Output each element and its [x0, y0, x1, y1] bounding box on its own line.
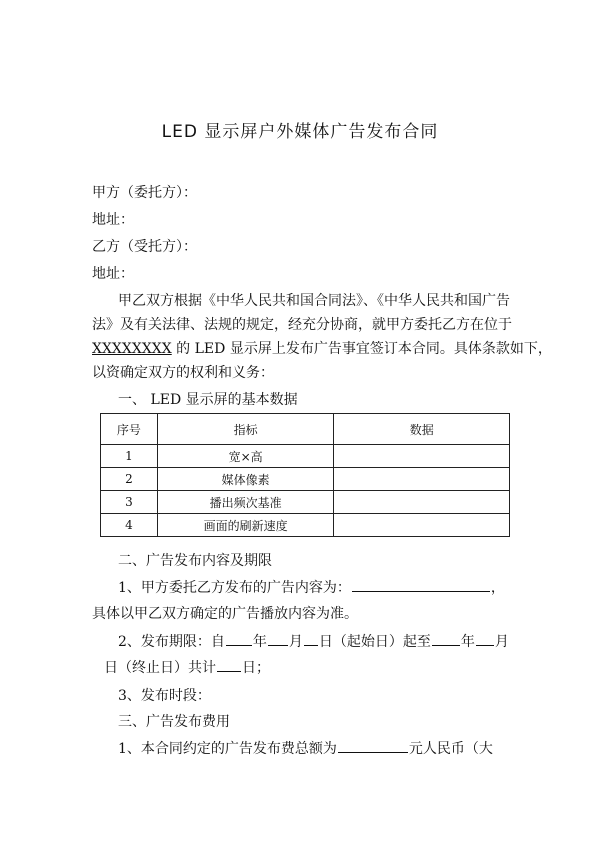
row-no: 2 [101, 468, 158, 491]
intro-line-1: 甲乙双方根据《中华人民共和国合同法》、《中华人民共和国广告 [118, 293, 510, 309]
end-year-blank [432, 631, 460, 646]
led-spec-table [100, 413, 510, 537]
row-data [334, 491, 510, 514]
party-b-label: 乙方（受托方）： [92, 239, 197, 255]
intro-line-3-text: 的 LED 显示屏上发布广告事宜签订本合同。具体条款如下， [171, 341, 552, 357]
party-a-address-label: 地址： [92, 212, 134, 228]
clause-2-1-line-1 [118, 577, 505, 597]
end-day-label: 日（终止日）共计 [104, 660, 216, 676]
fee-currency-label: 元人民币（大 [408, 741, 493, 757]
intro-line-3 [92, 338, 552, 358]
clause-2-2-line-1 [118, 631, 509, 651]
start-year-blank [226, 631, 252, 646]
start-month-label: 月 [288, 634, 303, 650]
clause-2-2-line-2 [104, 657, 270, 677]
fee-total-label: 1、本合同约定的广告发布费总额为 [118, 741, 337, 757]
total-days-blank [217, 657, 241, 672]
row-item: 播出频次基准 [157, 491, 334, 514]
clause-2-1-line-2: 具体以甲乙双方确定的广告播放内容为准。 [92, 606, 358, 622]
section-2-heading: 二、广告发布内容及期限 [118, 553, 272, 569]
row-data [334, 445, 510, 468]
section-3-heading: 三、广告发布费用 [118, 714, 230, 730]
clause-2-1-comma: ， [490, 580, 505, 596]
period-from-label: 2、发布期限：自 [118, 634, 225, 650]
fee-amount-blank [338, 738, 408, 753]
total-days-label: 日； [242, 660, 270, 676]
row-no: 4 [101, 514, 158, 537]
location-placeholder: XXXXXXXX [92, 341, 172, 357]
clause-3-1-line-1 [118, 738, 493, 758]
intro-line-4: 以资确定双方的权利和义务： [92, 365, 274, 381]
row-data [334, 514, 510, 537]
header-data: 数据 [334, 414, 510, 445]
end-month-label: 月 [494, 634, 509, 650]
end-month-blank [476, 631, 494, 646]
party-a-label: 甲方（委托方）： [92, 185, 197, 201]
header-no: 序号 [101, 414, 158, 445]
party-b-address-label: 地址： [92, 266, 134, 282]
clause-2-1-text: 1、甲方委托乙方发布的广告内容为： [118, 580, 351, 596]
table-row [101, 468, 510, 491]
row-no: 1 [101, 445, 158, 468]
start-day-blank [304, 631, 318, 646]
row-item: 媒体像素 [157, 468, 334, 491]
start-day-label: 日（起始日）起至 [318, 634, 431, 650]
end-year-label: 年 [460, 634, 475, 650]
row-data [334, 468, 510, 491]
table-header-row [101, 414, 510, 445]
row-item: 画面的刷新速度 [157, 514, 334, 537]
start-month-blank [268, 631, 288, 646]
row-item: 宽×高 [157, 445, 334, 468]
intro-line-2: 法》及有关法律、法规的规定，经充分协商，就甲方委托乙方在位于 [92, 317, 512, 333]
table-row [101, 514, 510, 537]
document-title: LED 显示屏户外媒体广告发布合同 [161, 122, 439, 142]
table-row [101, 445, 510, 468]
clause-2-3: 3、发布时段： [118, 688, 211, 704]
start-year-label: 年 [252, 634, 267, 650]
table-row [101, 491, 510, 514]
section-1-heading: 一、 LED 显示屏的基本数据 [118, 392, 298, 408]
header-item: 指标 [157, 414, 334, 445]
content-blank [352, 577, 490, 592]
row-no: 3 [101, 491, 158, 514]
